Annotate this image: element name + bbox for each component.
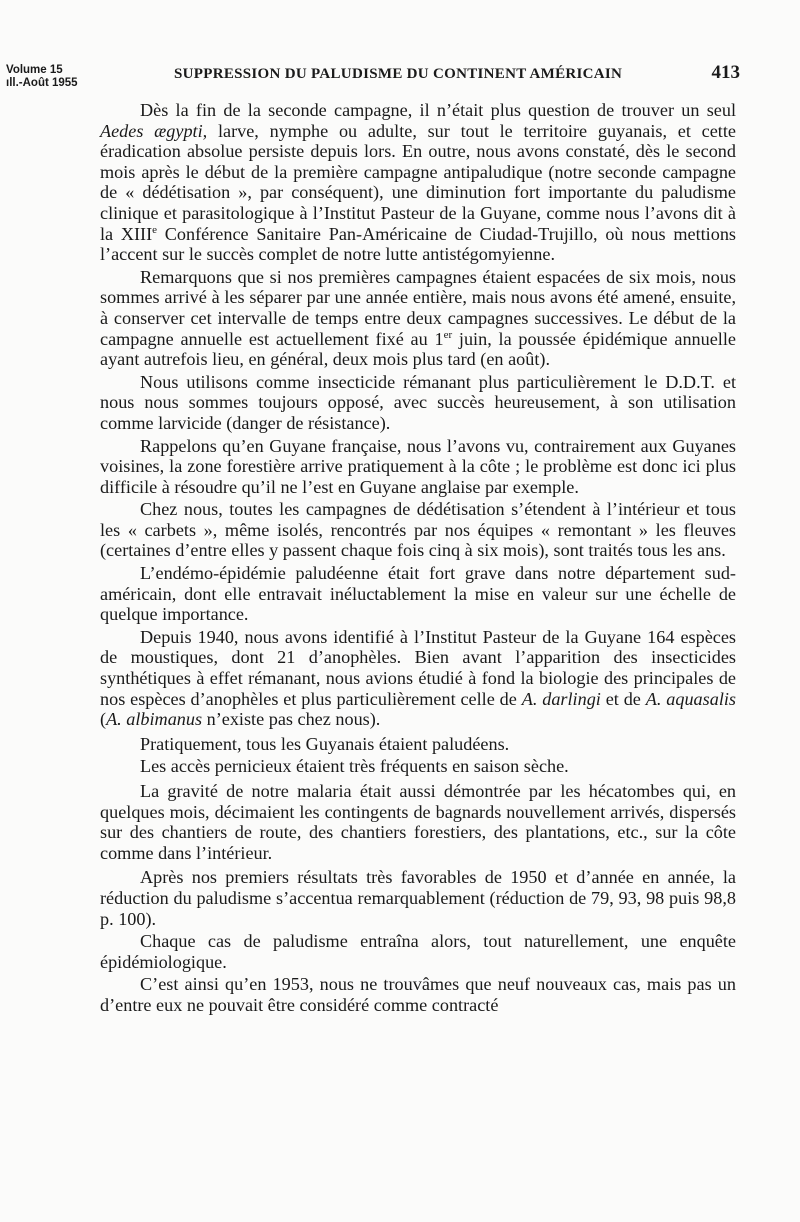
text-run: Les accès pernicieux étaient très fréquents en saison sèche. [140, 756, 569, 777]
text-run: Chez nous, toutes les campagnes de dédétisation s’étendent à l’intérieur et tous les « carbets », même isolés, rencontrés par nos équipes « remontant » les fleuves (certaines d’entre elles y passent chaque fois cinq à six mois), sont traités tous les ans. [100, 499, 736, 561]
text-run: Après nos premiers résultats très favorables de 1950 et d’année en année, la réduction du paludisme s’accentua remarquablement (réduction de 79, 93, 98 puis 98,8 p. 100). [100, 867, 736, 929]
volume-label: Volume 15 [6, 64, 63, 76]
text-run: Pratiquement, tous les Guyanais étaient paludéens. [140, 733, 510, 754]
text-run: Chaque cas de paludisme entraîna alors, tout naturellement, une enquête épidémiologique. [100, 931, 736, 972]
running-head [6, 62, 740, 102]
page-number: 413 [711, 62, 740, 83]
text-run: Rappelons qu’en Guyane française, nous l’avons vu, contrairement aux Guyanes voisines, la zone forestière arrive pratiquement à la côte ; le problème est donc ici plus difficile à résoudre qu’il ne l’est en Guyane anglaise par exemple. [100, 435, 736, 497]
superscript: er [443, 328, 453, 341]
paragraph [100, 100, 736, 265]
paragraph [100, 563, 736, 625]
paragraph [100, 867, 736, 929]
issue-date: ıll.-Août 1955 [6, 77, 78, 89]
text-run: Nous utilisons comme insecticide rémanant plus particulièrement le D.D.T. et nous nous sommes toujours opposé, avec succès heureusement, à son utilisation comme larvicide (danger de résistance). [100, 371, 736, 433]
body-text [100, 100, 736, 1018]
text-run: et de [600, 688, 646, 709]
superscript: e [152, 223, 158, 236]
text-run: Dès la fin de la seconde campagne, il n’était plus question de trouver un seul [140, 100, 736, 120]
text-run: Conférence Sanitaire Pan-Américaine de Ciudad-Trujillo, où nous mettions l’accent sur le succès complet de notre lutte antistégomyienne. [100, 223, 736, 265]
volume-info [6, 64, 78, 90]
paragraph [100, 734, 736, 755]
text-run: C’est ainsi qu’en 1953, nous ne trouvâmes que neuf nouveaux cas, mais pas un d’entre eux ne pouvait être considéré comme contracté [100, 974, 736, 1015]
text-run: Remarquons que si nos premières campagnes étaient espacées de six mois, nous sommes arrivé à les séparer par une année entière, mais nous avons été amené, ensuite, à conserver cet intervalle de temps entre deux campagnes successives. Le début de la campagne annuelle est actuellement fixé au 1 [100, 266, 736, 349]
paragraph [100, 372, 736, 434]
paragraph [100, 931, 736, 972]
paragraph [100, 267, 736, 370]
running-title: SUPPRESSION DU PALUDISME DU CONTINENT AMÉRICAIN [174, 66, 623, 82]
text-run: larve, nymphe ou adulte, sur tout le territoire guyanais, et cette éradication absolue persiste depuis lors. En outre, nous avons constaté, dès le second mois après le début de la première campagne antipaludique (notre seconde campagne de « dédétisation », par conséquent), une diminution fort importante du paludisme clinique et parasitologique à l’Institut Pasteur de la Guyane, comme nous l’avons dit à la XIII [100, 120, 736, 244]
italic-text: A. albimanus [106, 709, 203, 730]
text-run: ( [100, 709, 107, 730]
italic-text: Aedes ægypti, [100, 120, 208, 141]
text-run: L’endémo-épidémie paludéenne était fort grave dans notre département sud-américain, dont elle entravait inéluctablement la mise en valeur sur une échelle de quelque importance. [100, 563, 736, 625]
text-run: La gravité de notre malaria était aussi démontrée par les hécatombes qui, en quelques mois, décimaient les contingents de bagnards nouvellement arrivés, dispersés sur des chantiers de route, des chantiers forestiers, des plantations, etc., sur la côte comme dans l’intérieur. [100, 781, 736, 863]
paragraph [100, 974, 736, 1015]
text-run: Depuis 1940, nous avons identifié à l’Institut Pasteur de la Guyane 164 espèces de moustiques, dont 21 d’anophèles. Bien avant l’apparition des insecticides synthétiques à effet rémanant, nous avions étudié à fond la biologie des principales de nos espèces d’anophèles et plus particulièrement celle de [100, 626, 736, 709]
text-run: juin, la poussée épidémique annuelle ayant autrefois lieu, en général, deux mois plus tard (en août). [100, 328, 736, 370]
italic-text: A. aquasalis [645, 688, 737, 709]
paragraph [100, 436, 736, 498]
paragraph [100, 781, 736, 863]
paragraph [100, 499, 736, 561]
italic-text: A. darlingi [521, 688, 601, 709]
paragraph [100, 627, 736, 730]
paragraph [100, 756, 736, 777]
text-run: n’existe pas chez nous). [202, 709, 381, 730]
